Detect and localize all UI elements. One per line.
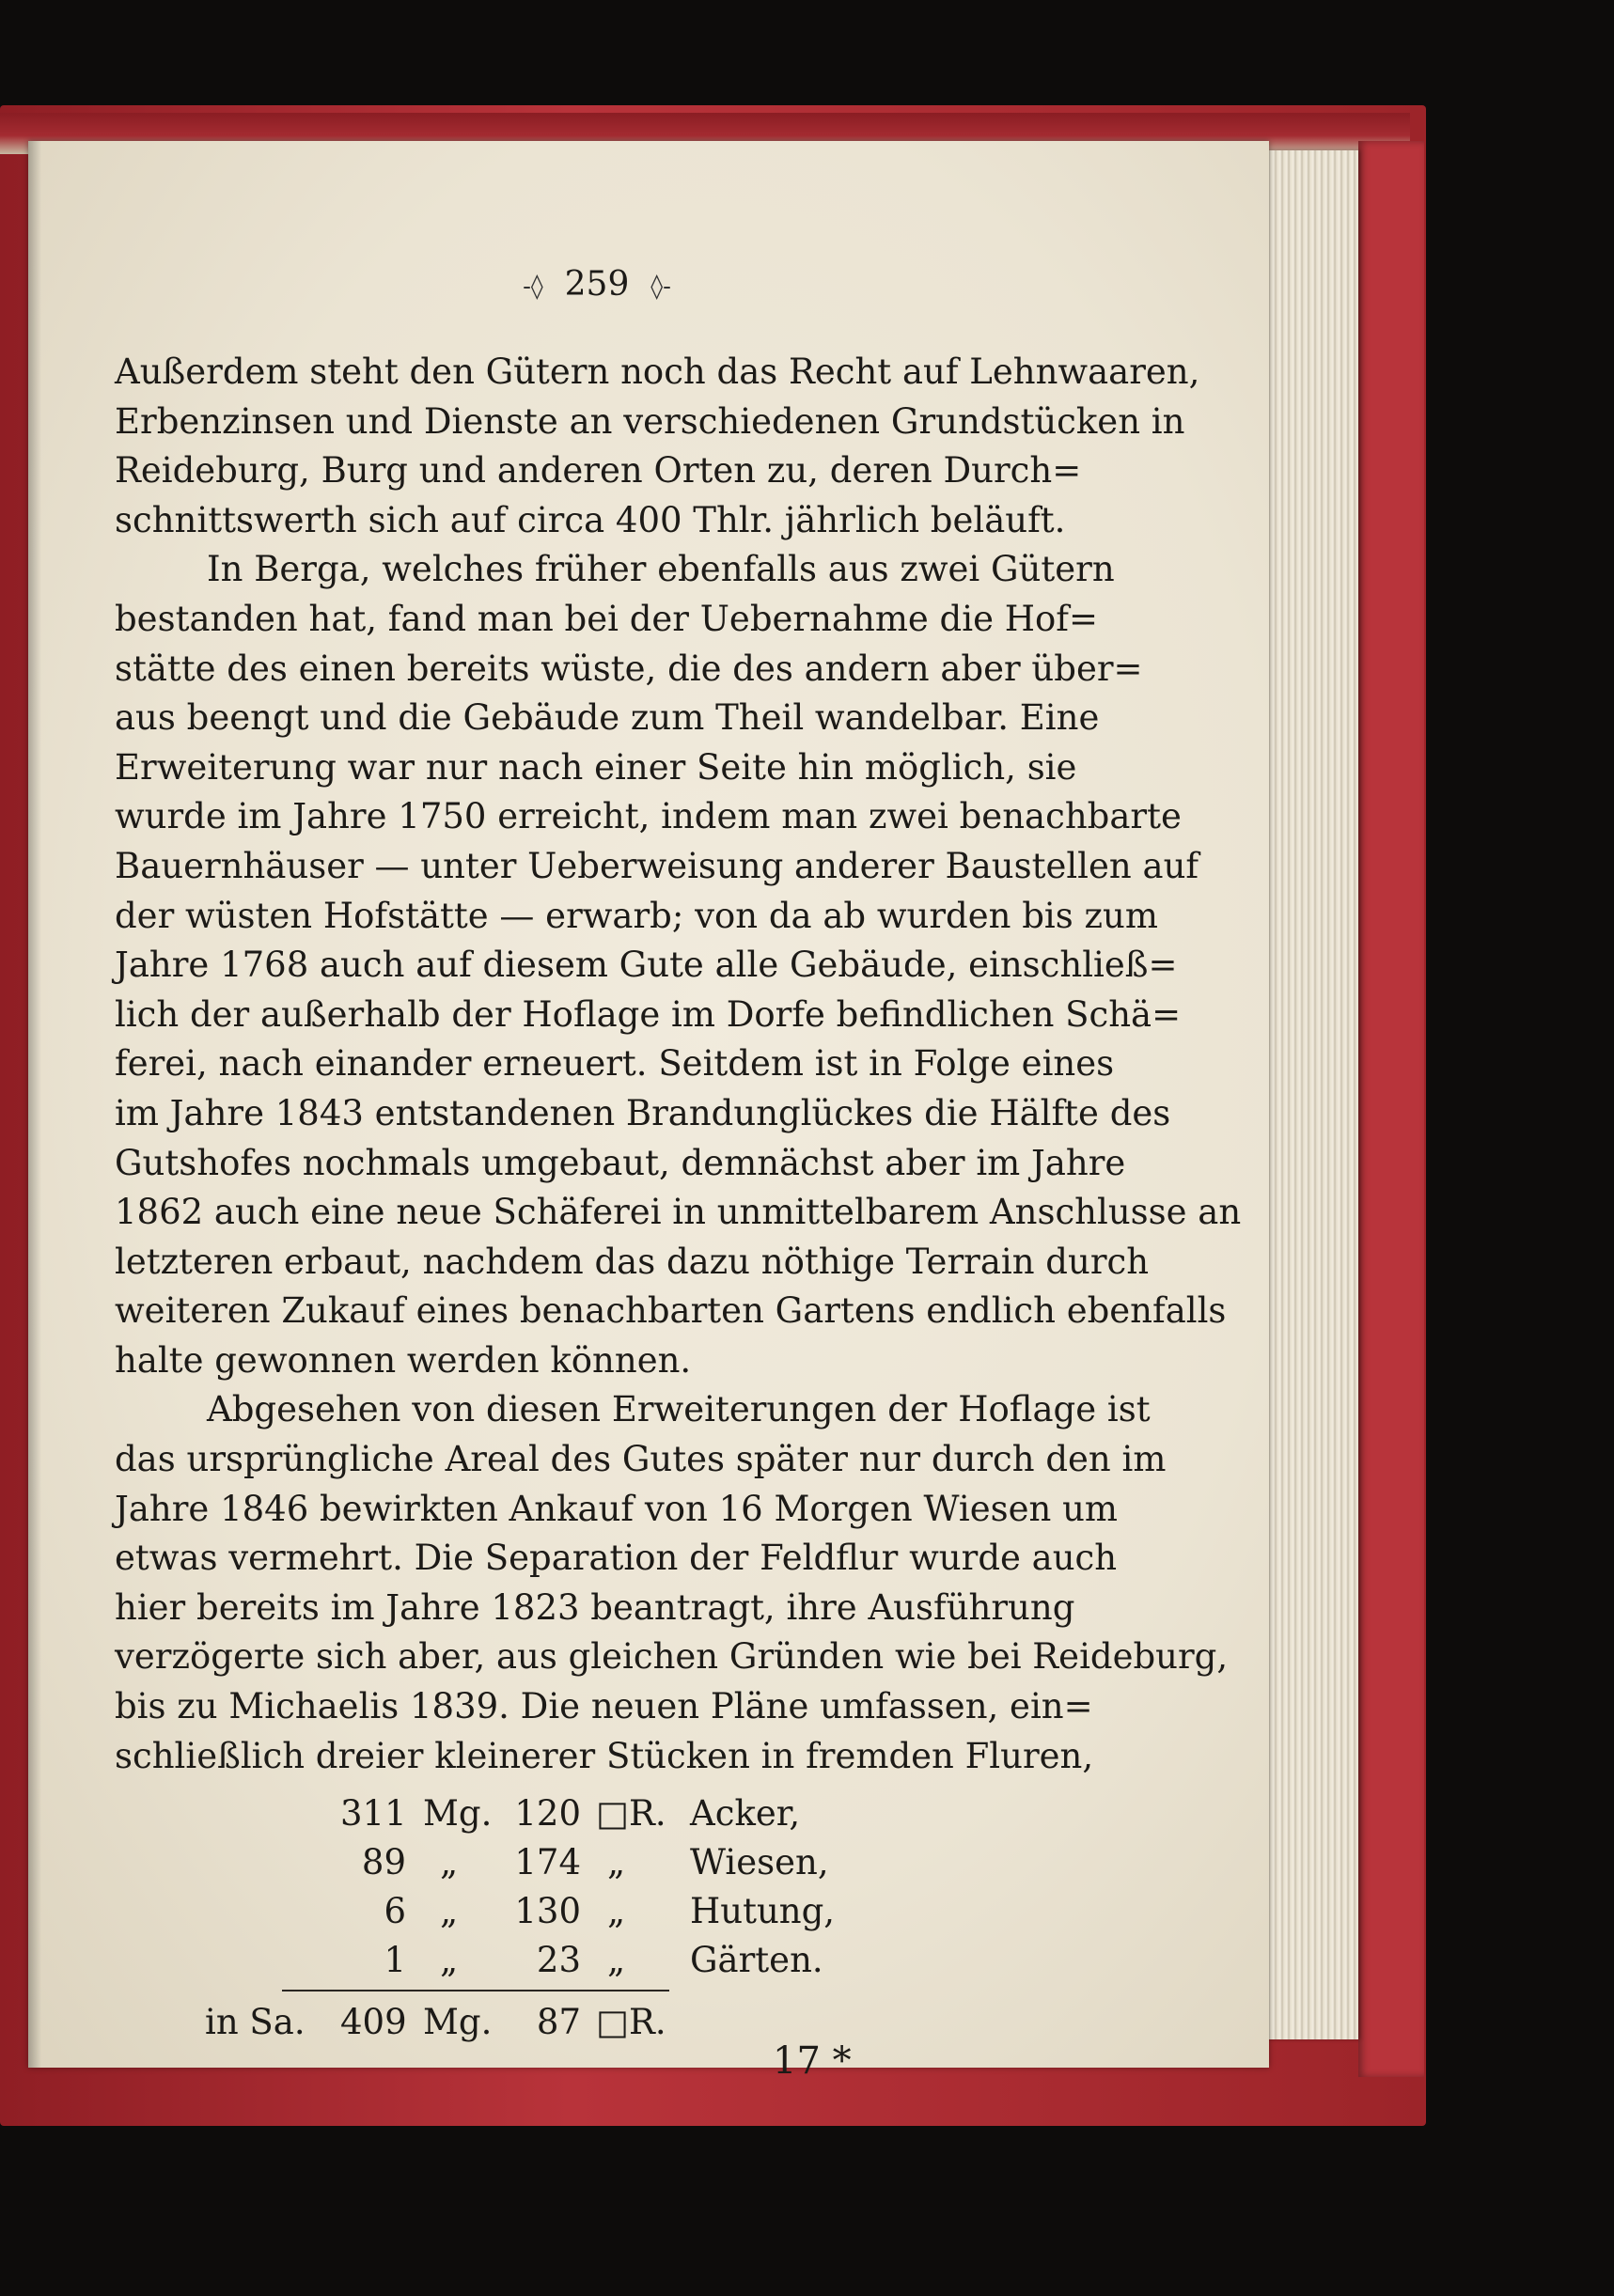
signature-mark: 17 *: [773, 2039, 852, 2083]
text-line: Reideburg, Burg und anderen Orten zu, deren Durch=: [115, 450, 1082, 492]
text-line: In Berga, welches früher ebenfalls aus zwei Gütern: [207, 549, 1115, 590]
text-line: letzteren erbaut, nachdem das dazu nöthige Terrain durch: [115, 1241, 1150, 1282]
text-line: bestanden hat, fand man bei der Uebernahme die Hof=: [115, 598, 1098, 639]
text-line: schließlich dreier kleinerer Stücken in fremden Fluren,: [115, 1735, 1094, 1776]
mg-unit: „: [440, 1940, 459, 1980]
gutter-shadow: [28, 141, 41, 2068]
text-line: Jahre 1768 auch auf diesem Gute alle Gebäude, einschließ=: [115, 945, 1178, 986]
mg-unit: „: [440, 1891, 459, 1931]
text-line: wurde im Jahre 1750 erreicht, indem man zwei benachbarte: [115, 796, 1182, 837]
total-mg-value: 409: [340, 2002, 407, 2042]
text-line: etwas vermehrt. Die Separation der Feldflur wurde auch: [115, 1538, 1118, 1579]
text-line: schnittswerth sich auf circa 400 Thlr. jährlich beläuft.: [115, 499, 1066, 540]
total-mg-unit: Mg.: [423, 2002, 493, 2042]
text-line: lich der außerhalb der Hoflage im Dorfe befindlichen Schä=: [115, 993, 1182, 1035]
ornament-right-icon: ◊-: [650, 273, 671, 301]
text-line: bis zu Michaelis 1839. Die neuen Pläne umfassen, ein=: [115, 1686, 1093, 1727]
text-line: der wüsten Hofstätte — erwarb; von da ab wurden bis zum: [115, 895, 1158, 936]
row-label: Hutung,: [690, 1891, 836, 1931]
r-unit: □R.: [596, 1793, 666, 1834]
text-line: verzögerte sich aber, aus gleichen Gründen wie bei Reideburg,: [115, 1636, 1229, 1678]
total-r-unit: □R.: [596, 2002, 666, 2042]
r-unit: „: [607, 1842, 626, 1882]
ornament-left-icon: -◊: [523, 273, 543, 301]
body-text: [115, 348, 1242, 1781]
text-line: aus beengt und die Gebäude zum Theil wandelbar. Eine: [115, 697, 1100, 739]
total-prefix: in Sa.: [205, 2002, 306, 2042]
row-label: Wiesen,: [690, 1842, 829, 1882]
mg-unit: „: [440, 1842, 459, 1882]
r-value: 120: [514, 1793, 581, 1834]
text-line: Bauernhäuser — unter Ueberweisung anderer Baustellen auf: [115, 845, 1199, 886]
r-unit: „: [607, 1940, 626, 1980]
text-line: ferei, nach einander erneuert. Seitdem ist in Folge eines: [115, 1043, 1115, 1085]
r-value: 23: [536, 1940, 581, 1980]
row-label: Acker,: [690, 1793, 801, 1834]
text-line: halte gewonnen werden können.: [115, 1339, 692, 1381]
text-line: Gutshofes nochmals umgebaut, demnächst aber im Jahre: [115, 1142, 1126, 1183]
text-line: Jahre 1846 bewirkten Ankauf von 16 Morgen Wiesen um: [115, 1488, 1118, 1529]
text-line: hier bereits im Jahre 1823 beantragt, ihre Ausführung: [115, 1586, 1075, 1628]
row-label: Gärten.: [690, 1940, 823, 1980]
r-value: 130: [514, 1891, 581, 1931]
r-unit: „: [607, 1891, 626, 1931]
r-value: 174: [514, 1842, 581, 1882]
text-line: Erbenzinsen und Dienste an verschiedenen Grundstücken in: [115, 400, 1185, 442]
mg-unit: Mg.: [423, 1793, 493, 1834]
text-line: weiteren Zukauf eines benachbarten Gartens endlich ebenfalls: [115, 1290, 1227, 1332]
cover-right-edge: [1358, 141, 1424, 2077]
mg-value: 6: [384, 1891, 406, 1931]
text-line: stätte des einen bereits wüste, die des andern aber über=: [115, 648, 1143, 689]
text-line: Erweiterung war nur nach einer Seite hin möglich, sie: [115, 746, 1077, 788]
text-line: das ursprüngliche Areal des Gutes später nur durch den im: [115, 1439, 1167, 1480]
mg-value: 311: [340, 1793, 407, 1834]
page-header: [470, 265, 724, 304]
page-number: 259: [564, 265, 630, 304]
total-r-value: 87: [536, 2002, 581, 2042]
mg-value: 1: [384, 1940, 406, 1980]
text-line: Außerdem steht den Gütern noch das Recht auf Lehnwaaren,: [115, 351, 1200, 392]
text-line: im Jahre 1843 entstandenen Brandunglückes die Hälfte des: [115, 1092, 1171, 1133]
page-edges: [1264, 150, 1358, 2039]
text-line: 1862 auch eine neue Schäferei in unmittelbarem Anschlusse an: [115, 1192, 1242, 1233]
mg-value: 89: [361, 1842, 406, 1882]
text-line: Abgesehen von diesen Erweiterungen der Hoflage ist: [207, 1389, 1151, 1430]
sum-divider: [282, 1990, 669, 1991]
